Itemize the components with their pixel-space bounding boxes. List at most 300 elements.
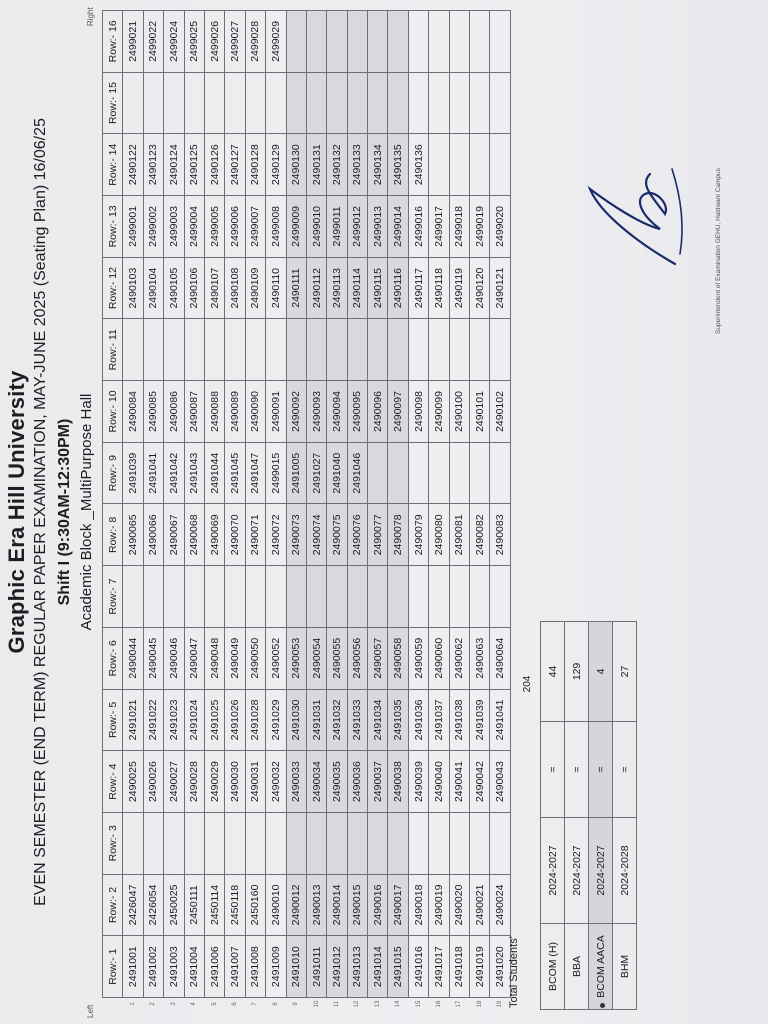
seat-cell: 2490122 (123, 134, 143, 196)
seat-cell: 2499014 (388, 196, 408, 258)
seat-cell: 2491030 (286, 689, 306, 751)
seat-cell: 2490130 (286, 134, 306, 196)
seat-cell (449, 442, 469, 504)
seat-cell: 2490045 (143, 627, 163, 689)
summary-count: 44 (541, 622, 565, 722)
seat-cell (490, 812, 510, 874)
seat-cell: 2499028 (245, 11, 265, 73)
seat-cell: 2490116 (388, 257, 408, 319)
seat-cell (225, 566, 245, 628)
seat-cell: 2490086 (164, 381, 184, 443)
seat-cell (449, 319, 469, 381)
seat-cell (123, 566, 143, 628)
seat-cell: 2499020 (490, 196, 510, 258)
seat-cell (470, 11, 490, 73)
seat-cell: 2490121 (490, 257, 510, 319)
seat-cell: 2499015 (266, 442, 286, 504)
seat-cell: 2491007 (225, 936, 245, 998)
exam-title: EVEN SEMESTER (END TERM) REGULAR PAPER EXAMINATION, MAY-JUNE 2025 (Seating Plan) 16/06/25 (32, 118, 49, 906)
seat-cell: 2491036 (408, 689, 428, 751)
seat-cell: 2490036 (347, 751, 367, 813)
seat-cell: 2490092 (286, 381, 306, 443)
seat-cell: 2490033 (286, 751, 306, 813)
column-header: Row:- 1 (103, 936, 123, 998)
seat-cell: 2491018 (449, 936, 469, 998)
seat-cell: 2490094 (327, 381, 347, 443)
column-header: Row:- 7 (103, 566, 123, 628)
seat-cell: 2490107 (204, 257, 224, 319)
seat-cell: 2499009 (286, 196, 306, 258)
seat-cell (204, 812, 224, 874)
summary-table (540, 621, 637, 1010)
seat-cell: 2450118 (225, 874, 245, 936)
seat-cell (143, 319, 163, 381)
seat-cell: 2491042 (164, 442, 184, 504)
seat-cell: 2491028 (245, 689, 265, 751)
seat-cell: 2490013 (306, 874, 326, 936)
seat-cell: 2491020 (490, 936, 510, 998)
seat-cell (266, 812, 286, 874)
seat-cell (470, 134, 490, 196)
seat-cell (368, 442, 388, 504)
seat-cell (429, 812, 449, 874)
seat-cell: 2490066 (143, 504, 163, 566)
table-row (449, 11, 469, 1011)
seat-cell: 2491041 (490, 689, 510, 751)
seat-cell (266, 566, 286, 628)
seat-cell: 2491005 (286, 442, 306, 504)
seat-cell: 2490014 (327, 874, 347, 936)
seat-cell (347, 11, 367, 73)
seat-cell: 2490067 (164, 504, 184, 566)
seat-cell (306, 319, 326, 381)
seat-cell: 2490012 (286, 874, 306, 936)
seat-cell (266, 319, 286, 381)
table-row (470, 11, 490, 1011)
left-label: Left (86, 1004, 95, 1018)
seat-cell: 2491022 (143, 689, 163, 751)
seat-cell: 2499021 (123, 11, 143, 73)
row-number: 19 (497, 1000, 504, 1008)
seat-cell (143, 72, 163, 134)
seat-cell: 2490047 (184, 627, 204, 689)
seat-cell (388, 11, 408, 73)
seat-cell: 2499018 (449, 196, 469, 258)
seat-cell (266, 72, 286, 134)
seat-cell: 2491040 (327, 442, 347, 504)
seat-cell (245, 319, 265, 381)
seat-cell (490, 72, 510, 134)
seat-cell: 2491041 (143, 442, 163, 504)
seat-cell: 2490071 (245, 504, 265, 566)
seat-cell (429, 11, 449, 73)
seat-cell: 2490108 (225, 257, 245, 319)
seat-cell: 2490078 (388, 504, 408, 566)
seat-cell: 2491021 (123, 689, 143, 751)
summary-batch: 2024-2027 (589, 818, 613, 924)
seat-cell (306, 566, 326, 628)
table-row (368, 11, 388, 1011)
seat-cell: 2490118 (429, 257, 449, 319)
seat-cell: 2490041 (449, 751, 469, 813)
seat-cell: 2491013 (347, 936, 367, 998)
seat-cell (388, 566, 408, 628)
seat-cell: 2499007 (245, 196, 265, 258)
seat-cell: 2490063 (470, 627, 490, 689)
seat-cell (449, 812, 469, 874)
seat-cell: 2490030 (225, 751, 245, 813)
seat-cell: 2499005 (204, 196, 224, 258)
seat-cell: 2491006 (204, 936, 224, 998)
seat-cell: 2491033 (347, 689, 367, 751)
row-number: 8 (272, 1002, 279, 1006)
seat-cell: 2490073 (286, 504, 306, 566)
summary-course: BBA (565, 924, 589, 1010)
seat-cell: 2490037 (368, 751, 388, 813)
seat-cell (470, 442, 490, 504)
seat-cell: 2491004 (184, 936, 204, 998)
seat-cell: 2491001 (123, 936, 143, 998)
seat-cell: 2499008 (266, 196, 286, 258)
seat-cell: 2491039 (470, 689, 490, 751)
seat-cell (204, 72, 224, 134)
column-header: Row:- 3 (103, 812, 123, 874)
seat-cell: 2491032 (327, 689, 347, 751)
seat-cell: 2490044 (123, 627, 143, 689)
seat-cell (327, 812, 347, 874)
seat-cell (123, 319, 143, 381)
row-number: 18 (476, 1000, 483, 1008)
seat-cell: 2450025 (164, 874, 184, 936)
seat-cell: 2490101 (470, 381, 490, 443)
table-row (164, 11, 184, 1011)
seat-cell: 2491029 (266, 689, 286, 751)
summary-row (589, 622, 613, 1010)
seat-cell (429, 134, 449, 196)
seat-cell (327, 319, 347, 381)
summary-count: 27 (613, 622, 637, 722)
shift-title: Shift I (9:30AM-12:30PM) (56, 418, 73, 606)
seat-cell (408, 812, 428, 874)
table-row (306, 11, 326, 1011)
seat-cell: 2490110 (266, 257, 286, 319)
seat-cell: 2491002 (143, 936, 163, 998)
seat-cell: 2490069 (204, 504, 224, 566)
seat-cell: 2491015 (388, 936, 408, 998)
seat-cell (490, 442, 510, 504)
seat-cell (164, 319, 184, 381)
seat-cell: 2490072 (266, 504, 286, 566)
seat-cell: 2490074 (306, 504, 326, 566)
summary-batch: 2024-2028 (613, 818, 637, 924)
seat-cell: 2490046 (164, 627, 184, 689)
seat-cell: 2426047 (123, 874, 143, 936)
seat-cell (368, 72, 388, 134)
seat-cell: 2450111 (184, 874, 204, 936)
seat-cell: 2450160 (245, 874, 265, 936)
summary-eq: = (613, 722, 637, 818)
seat-cell (184, 812, 204, 874)
table-row (388, 11, 408, 1011)
seat-cell: 2490076 (347, 504, 367, 566)
column-header: Row:- 9 (103, 442, 123, 504)
column-header: Row:- 14 (103, 134, 123, 196)
seat-cell: 2490052 (266, 627, 286, 689)
summary-batch: 2024-2027 (565, 818, 589, 924)
seat-cell: 2490136 (408, 134, 428, 196)
row-number: 12 (354, 1000, 361, 1008)
seat-cell (286, 566, 306, 628)
seat-cell: 2490097 (388, 381, 408, 443)
row-number: 4 (191, 1002, 198, 1006)
seat-cell: 2490134 (368, 134, 388, 196)
seat-cell: 2491044 (204, 442, 224, 504)
seat-cell: 2491008 (245, 936, 265, 998)
seat-cell: 2490081 (449, 504, 469, 566)
seat-cell: 2491014 (368, 936, 388, 998)
seat-cell: 2490017 (388, 874, 408, 936)
seat-cell: 2490103 (123, 257, 143, 319)
signature-caption: Superintendent of Examination GEHU, Haldwani Campus (715, 168, 722, 334)
seat-cell: 2499010 (306, 196, 326, 258)
row-number: 9 (293, 1002, 300, 1006)
seat-cell: 2499013 (368, 196, 388, 258)
seat-cell (408, 11, 428, 73)
column-header: Row:- 2 (103, 874, 123, 936)
seat-cell (347, 566, 367, 628)
summary-title: Total Students' (508, 936, 520, 1008)
seat-cell: 2491047 (245, 442, 265, 504)
row-number: 17 (456, 1000, 463, 1008)
seat-cell: 2490091 (266, 381, 286, 443)
seat-cell (306, 72, 326, 134)
seat-cell: 2490114 (347, 257, 367, 319)
seat-cell: 2491019 (470, 936, 490, 998)
seat-cell: 2491023 (164, 689, 184, 751)
summary-eq: = (541, 722, 565, 818)
summary-row (541, 622, 565, 1010)
seat-cell: 2499025 (184, 11, 204, 73)
seat-cell: 2490043 (490, 751, 510, 813)
seat-cell: 2490099 (429, 381, 449, 443)
table-row (204, 11, 224, 1011)
seat-cell: 2490019 (429, 874, 449, 936)
seat-cell (408, 442, 428, 504)
seat-cell: 2491037 (429, 689, 449, 751)
seat-cell (143, 812, 163, 874)
seat-cell: 2490093 (306, 381, 326, 443)
seat-cell: 2499004 (184, 196, 204, 258)
seat-cell (184, 319, 204, 381)
row-number: 3 (170, 1002, 177, 1006)
table-row (143, 11, 163, 1011)
summary-total: 204 (522, 675, 533, 693)
seat-cell: 2490115 (368, 257, 388, 319)
seat-cell: 2499001 (123, 196, 143, 258)
row-number: 11 (333, 1000, 340, 1008)
seat-cell: 2491034 (368, 689, 388, 751)
seat-cell: 2490089 (225, 381, 245, 443)
signature-icon (580, 154, 700, 284)
row-number: 7 (252, 1002, 259, 1006)
column-header: Row:- 8 (103, 504, 123, 566)
seat-cell (204, 319, 224, 381)
seat-cell: 2499016 (408, 196, 428, 258)
seat-cell: 2490010 (266, 874, 286, 936)
seat-cell: 2490064 (490, 627, 510, 689)
seat-cell: 2490085 (143, 381, 163, 443)
seat-cell: 2490096 (368, 381, 388, 443)
table-row (266, 11, 286, 1011)
seat-cell: 2490062 (449, 627, 469, 689)
row-number: 5 (211, 1002, 218, 1006)
venue-title: Academic Block _MultiPurpose Hall (78, 393, 95, 631)
seat-cell (347, 72, 367, 134)
seat-cell (429, 442, 449, 504)
seat-cell: 2490075 (327, 504, 347, 566)
table-row (408, 11, 428, 1011)
table-row (245, 11, 265, 1011)
seat-cell: 2499026 (204, 11, 224, 73)
column-header: Row:- 10 (103, 381, 123, 443)
seat-cell (225, 319, 245, 381)
seat-cell: 2491035 (388, 689, 408, 751)
row-number: 16 (435, 1000, 442, 1008)
seating-table (102, 10, 511, 1010)
seat-cell: 2490109 (245, 257, 265, 319)
row-number: 1 (130, 1002, 137, 1006)
seat-cell: 2490077 (368, 504, 388, 566)
seat-cell: 2499006 (225, 196, 245, 258)
summary-course: BCOM (H) (541, 924, 565, 1010)
table-row (347, 11, 367, 1011)
seat-cell: 2490048 (204, 627, 224, 689)
seat-cell: 2490049 (225, 627, 245, 689)
seat-cell: 2490124 (164, 134, 184, 196)
seat-cell (449, 134, 469, 196)
seat-cell (123, 72, 143, 134)
seat-cell: 2499022 (143, 11, 163, 73)
column-header: Row:- 13 (103, 196, 123, 258)
seat-cell: 2491027 (306, 442, 326, 504)
seat-cell (388, 442, 408, 504)
seat-cell: 2450114 (204, 874, 224, 936)
seat-cell: 2490129 (266, 134, 286, 196)
seat-cell: 2490119 (449, 257, 469, 319)
seat-cell: 2490026 (143, 751, 163, 813)
seat-cell: 2490054 (306, 627, 326, 689)
seat-cell (408, 72, 428, 134)
table-row (327, 11, 347, 1011)
column-header: Row:- 16 (103, 11, 123, 73)
seat-cell: 2499003 (164, 196, 184, 258)
seat-cell: 2499011 (327, 196, 347, 258)
seat-cell: 2490055 (327, 627, 347, 689)
seat-cell (490, 566, 510, 628)
seat-cell (470, 319, 490, 381)
seat-cell: 2490021 (470, 874, 490, 936)
row-number: 14 (395, 1000, 402, 1008)
seat-cell: 2490020 (449, 874, 469, 936)
seat-cell (164, 566, 184, 628)
seat-cell: 2490123 (143, 134, 163, 196)
seat-cell: 2491011 (306, 936, 326, 998)
seat-cell: 2490024 (490, 874, 510, 936)
seat-cell: 2490104 (143, 257, 163, 319)
seat-cell: 2491043 (184, 442, 204, 504)
seat-cell (245, 812, 265, 874)
summary-eq: = (589, 722, 613, 818)
seat-cell (245, 72, 265, 134)
seat-cell: 2491045 (225, 442, 245, 504)
seat-cell: 2490117 (408, 257, 428, 319)
seat-cell (449, 11, 469, 73)
seat-cell: 2491016 (408, 936, 428, 998)
seat-cell (408, 566, 428, 628)
seat-cell: 2490035 (327, 751, 347, 813)
seat-cell: 2490082 (470, 504, 490, 566)
seat-cell: 2490029 (204, 751, 224, 813)
seat-cell: 2499024 (164, 11, 184, 73)
seat-cell: 2491031 (306, 689, 326, 751)
seat-cell: 2490127 (225, 134, 245, 196)
column-header: Row:- 4 (103, 751, 123, 813)
seat-cell (123, 812, 143, 874)
seat-cell (306, 812, 326, 874)
row-number: 15 (415, 1000, 422, 1008)
seat-cell: 2426054 (143, 874, 163, 936)
row-number: 6 (232, 1002, 239, 1006)
seat-cell: 2490106 (184, 257, 204, 319)
seat-cell: 2490080 (429, 504, 449, 566)
seat-cell (388, 812, 408, 874)
seat-cell (184, 72, 204, 134)
column-header: Row:- 11 (103, 319, 123, 381)
seat-cell: 2490105 (164, 257, 184, 319)
seat-cell (429, 72, 449, 134)
seat-cell: 2490133 (347, 134, 367, 196)
table-row (225, 11, 245, 1011)
seat-cell (245, 566, 265, 628)
seat-cell: 2491038 (449, 689, 469, 751)
seat-cell: 2499012 (347, 196, 367, 258)
column-header: Row:- 12 (103, 257, 123, 319)
seat-cell: 2490126 (204, 134, 224, 196)
seat-cell: 2491010 (286, 936, 306, 998)
seat-cell: 2490131 (306, 134, 326, 196)
seat-cell (225, 72, 245, 134)
column-header: Row:- 5 (103, 689, 123, 751)
seat-cell (368, 319, 388, 381)
seat-cell (286, 72, 306, 134)
seat-cell (429, 566, 449, 628)
seat-cell: 2491012 (327, 936, 347, 998)
summary-count: 129 (565, 622, 589, 722)
seat-cell: 2490028 (184, 751, 204, 813)
seat-cell: 2490084 (123, 381, 143, 443)
seat-cell (306, 11, 326, 73)
table-row (490, 11, 510, 1011)
seat-cell (327, 11, 347, 73)
seat-cell (164, 812, 184, 874)
seat-cell (184, 566, 204, 628)
seat-cell: 2490027 (164, 751, 184, 813)
seat-cell (449, 72, 469, 134)
row-number: 13 (374, 1000, 381, 1008)
seat-cell: 2491017 (429, 936, 449, 998)
seat-cell: 2490102 (490, 381, 510, 443)
summary-row (613, 622, 637, 1010)
